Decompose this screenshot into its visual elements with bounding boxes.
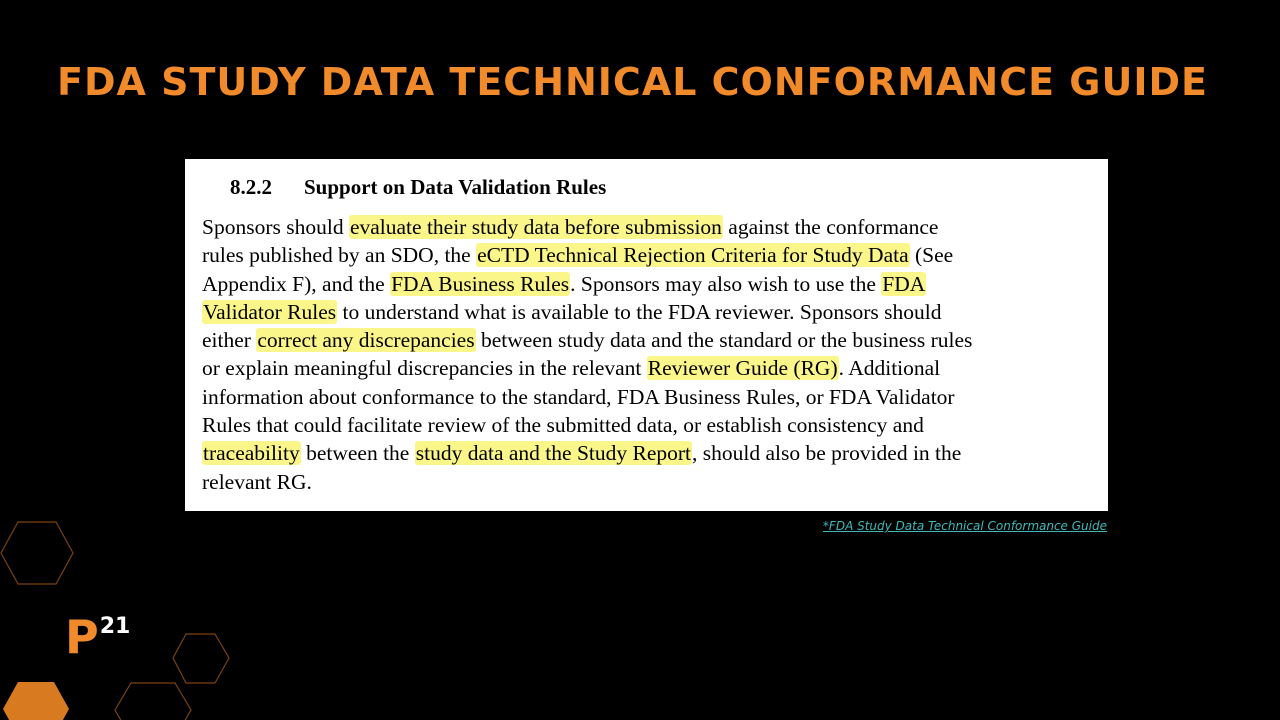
text-run: . Sponsors may also wish to use the: [570, 271, 882, 296]
hexagon-filled: [3, 682, 69, 720]
text-run: against the conformance: [722, 215, 939, 239]
text-run: . Additional: [838, 356, 941, 381]
highlighted-text: Reviewer Guide (RG): [647, 356, 838, 381]
section-number: 8.2.2: [230, 175, 272, 199]
text-line: [202, 298, 1092, 326]
source-link[interactable]: *FDA Study Data Technical Conformance Guide: [822, 519, 1107, 533]
hexagon-outline-large: [1, 522, 73, 584]
text-run: rules published by an SDO, the: [202, 243, 477, 268]
text-line: [202, 468, 1092, 496]
highlighted-text: traceability: [203, 441, 300, 466]
text-run: relevant RG.: [202, 469, 312, 494]
text-line: [202, 383, 1092, 411]
text-line: [202, 439, 1092, 467]
text-run: between study data and the standard or the business rules: [475, 328, 973, 353]
highlighted-text: Validator Rules: [203, 299, 337, 324]
highlighted-text: eCTD Technical Rejection Criteria for Study Data: [477, 243, 909, 268]
text-line: [202, 241, 1092, 269]
text-run: or explain meaningful discrepancies in the relevant: [202, 356, 647, 381]
section-title: Support on Data Validation Rules: [304, 175, 607, 199]
logo-letter: P: [65, 610, 99, 664]
logo-superscript: 21: [99, 614, 131, 639]
highlighted-text: FDA Business Rules: [391, 271, 570, 296]
text-line: [202, 270, 1092, 298]
highlighted-text: study data and the Study Report: [415, 441, 692, 466]
highlighted-text: evaluate their study data before submission: [349, 215, 722, 239]
text-line: [202, 213, 1092, 241]
document-excerpt: [185, 159, 1108, 511]
text-run: information about conformance to the standard, FDA Business Rules, or FDA Validator: [202, 384, 955, 409]
section-body: [202, 213, 1092, 496]
text-run: to understand what is available to the FDA reviewer. Sponsors should: [337, 299, 942, 324]
text-run: either: [202, 328, 257, 353]
text-run: Rules that could facilitate review of the submitted data, or establish consistency and: [202, 413, 924, 438]
text-line: [202, 411, 1092, 439]
text-run: between the: [300, 441, 415, 466]
text-line: [202, 326, 1092, 354]
text-line: [202, 354, 1092, 382]
text-run: Sponsors should: [202, 215, 349, 239]
section-heading: [230, 173, 606, 201]
page-title: FDA STUDY DATA TECHNICAL CONFORMANCE GUIDE: [57, 60, 1208, 104]
hexagon-outline-small: [173, 634, 229, 683]
text-run: , should also be provided in the: [692, 441, 962, 466]
highlighted-text: correct any discrepancies: [257, 328, 475, 353]
hexagon-outline-bottom: [115, 683, 191, 720]
text-run: Appendix F), and the: [202, 271, 391, 296]
text-run: (See: [909, 243, 954, 268]
highlighted-text: FDA: [882, 271, 926, 296]
p21-logo: [65, 612, 130, 662]
